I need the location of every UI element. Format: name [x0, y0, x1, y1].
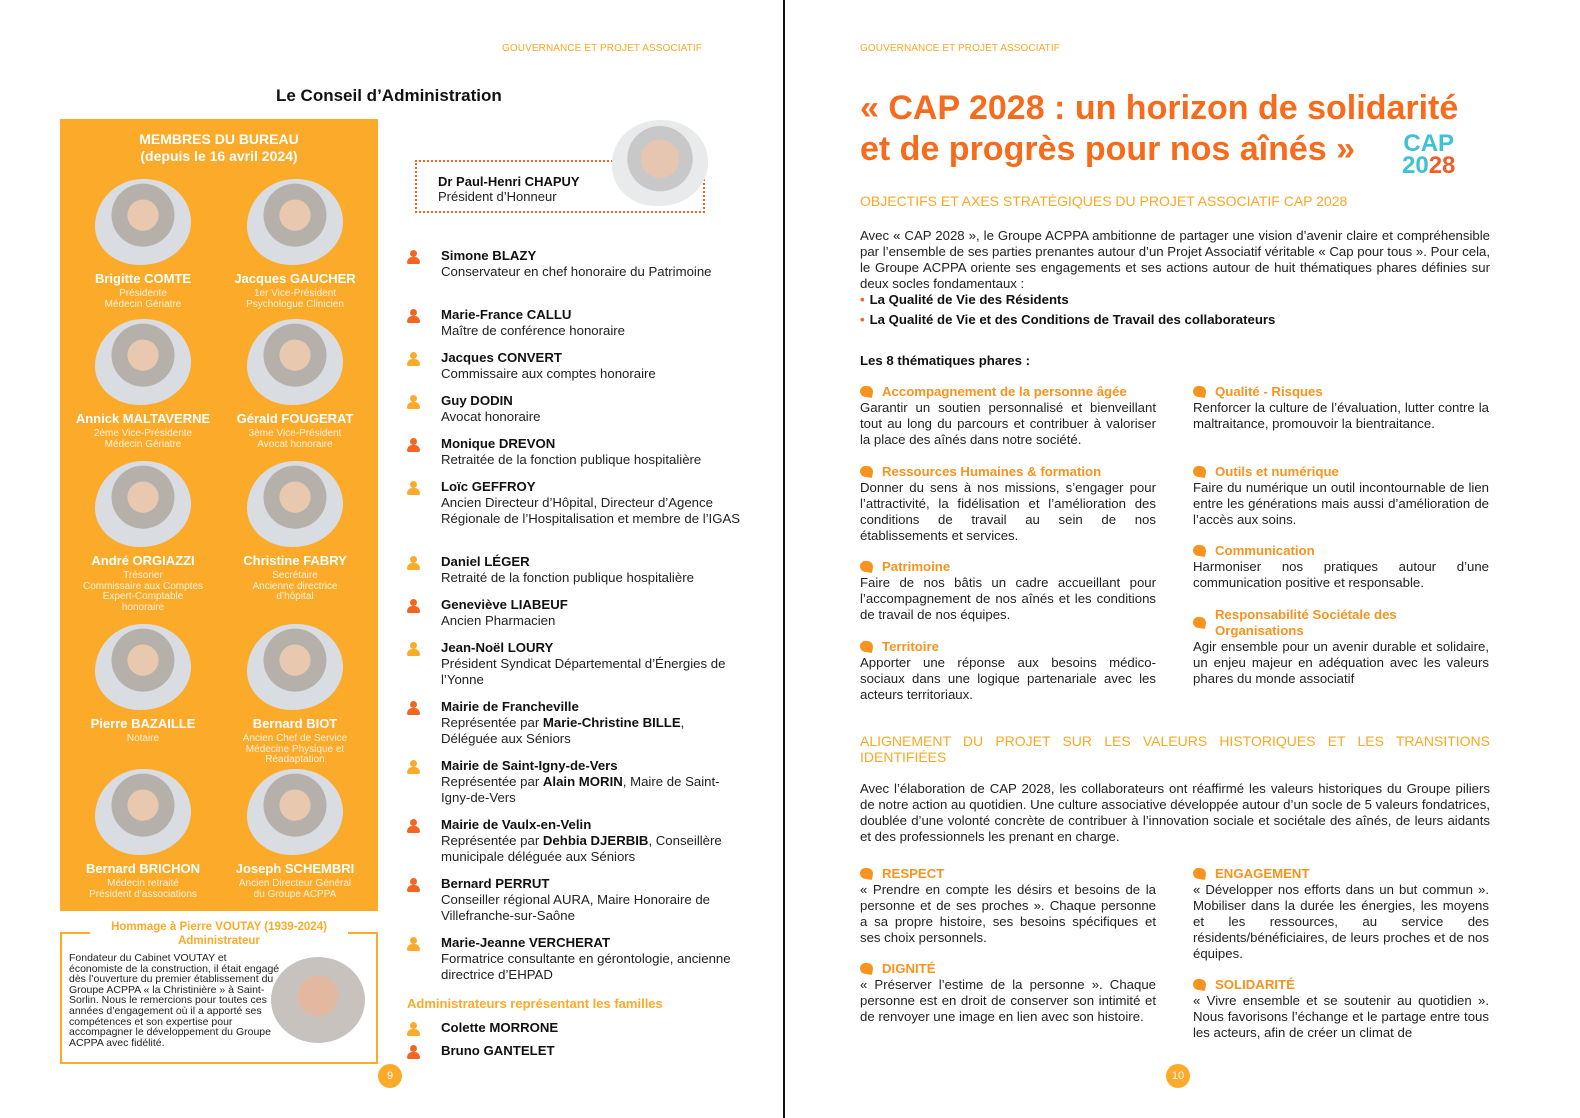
- member-role-line: Président d’associations: [89, 888, 197, 900]
- member-role-line: Psychologue Clinicien: [246, 298, 344, 310]
- member-name: Annick MALTAVERNE: [75, 411, 211, 426]
- desc-text: Représentée par: [441, 833, 543, 848]
- theme-text: Faire du numérique un outil incontournable de lien entre les générations mais aussi d’amélioration de l’accès aux soins.: [1193, 480, 1489, 527]
- president-photo: [612, 120, 708, 206]
- theme-text: Harmoniser nos pratiques autour d’une communication positive et responsable.: [1193, 559, 1489, 590]
- bureau-member: [67, 319, 219, 450]
- theme-title: Territoire: [882, 639, 939, 654]
- bureau-heading-text: MEMBRES DU BUREAU: [139, 131, 299, 147]
- intro-paragraph: Avec « CAP 2028 », le Groupe ACPPA ambitionne de partager une vision d’avenir claire et compréhensible par l’ensemble de ses parties prenantes autour d’un Projet Associatif véritable « Cap pour tous ». Pour cela, le Groupe ACPPA oriente ses engagements et ses actions autour de huit thématiques phares définies sur deux socles fondamentaux :: [860, 228, 1490, 291]
- section-subtitle: OBJECTIFS ET AXES STRATÉGIQUES DU PROJET ASSOCIATIF CAP 2028: [860, 193, 1348, 209]
- hommage-title-text: Hommage à Pierre VOUTAY (1939-2024): [105, 921, 333, 933]
- member-name: Bernard BRICHON: [85, 861, 201, 876]
- member-photo: [95, 624, 191, 710]
- administrator-item: [407, 699, 747, 747]
- person-icon: [407, 309, 419, 323]
- member-role-line: Médecin Gériatre: [104, 298, 182, 310]
- theme-item: [1193, 464, 1489, 528]
- member-role-line: Médecin retraité: [107, 878, 179, 889]
- heart-icon: [1193, 466, 1206, 478]
- value-item: [860, 961, 1156, 1025]
- heart-icon: [1193, 868, 1206, 880]
- administrator-item: [407, 935, 747, 983]
- member-role: [67, 734, 219, 745]
- voutay-photo: [271, 957, 365, 1043]
- theme-title: Qualité - Risques: [1215, 384, 1323, 399]
- theme-title: Accompagnement de la personne âgée: [882, 384, 1127, 399]
- families-heading: Administrateurs représentant les familles: [407, 996, 663, 1011]
- representative-name: Marie-Christine BILLE: [542, 715, 681, 730]
- person-icon: [407, 352, 419, 366]
- heart-icon: [1193, 386, 1206, 398]
- logo-bottom-b: 28: [1428, 152, 1456, 179]
- theme-text: Apporter une réponse aux besoins médico-sociaux dans une logique partenariale avec les acteurs territoriaux.: [860, 655, 1156, 702]
- administrator-name: Loïc GEFFROY: [441, 479, 536, 494]
- administrator-item: [407, 479, 747, 527]
- person-icon: [407, 1045, 419, 1059]
- administrator-desc: Ancien Directeur d’Hôpital, Directeur d’Agence Régionale de l’Hospitalisation et membre de l’IGAS: [441, 495, 741, 526]
- member-role-line: Présidente: [119, 288, 167, 299]
- administrator-desc: Retraité de la fonction publique hospitalière: [441, 570, 694, 585]
- administrator-item: [407, 248, 747, 280]
- family-administrator: [407, 1020, 747, 1036]
- member-role-line: Notaire: [126, 733, 160, 744]
- value-text: « Préserver l’estime de la personne ». Chaque personne est en droit de conserver son intimité et de renvoyer une image en lien avec son histoire.: [860, 977, 1156, 1024]
- member-role: [67, 879, 219, 900]
- theme-item: [860, 559, 1156, 623]
- value-text: « Vivre ensemble et se soutenir au quotidien ». Nous favorisons l’échange et le partage entre tous les acteurs, afin de créer un climat de: [1193, 993, 1489, 1040]
- bureau-member: [219, 319, 371, 450]
- member-role-line: Ancienne directrice: [252, 580, 338, 592]
- member-role: [67, 571, 219, 613]
- administrator-name: Jean-Noël LOURY: [441, 640, 554, 655]
- person-icon: [407, 878, 419, 892]
- theme-item: [1193, 384, 1489, 432]
- member-photo: [247, 179, 343, 265]
- person-icon: [407, 599, 419, 613]
- member-role: [67, 289, 219, 310]
- member-photo: [247, 461, 343, 547]
- person-icon: [407, 642, 419, 656]
- member-photo: [247, 319, 343, 405]
- person-icon: [407, 760, 419, 774]
- heart-icon: [1193, 979, 1206, 991]
- person-icon: [407, 481, 419, 495]
- bullet-item: • La Qualité de Vie des Résidents: [860, 292, 1069, 307]
- administrator-item: [407, 554, 747, 586]
- member-role-line: Ancien Directeur Général: [238, 878, 352, 889]
- administrator-item: [407, 640, 747, 688]
- administrator-name: Monique DREVON: [441, 436, 556, 451]
- person-icon: [407, 701, 419, 715]
- page-title: Le Conseil d’Administration: [276, 86, 502, 105]
- theme-text: Donner du sens à nos missions, s’engager pour l’attractivité, la fidélisation et l’amélioration des conditions de travail au sein de nos établissements et services.: [860, 480, 1156, 543]
- administrator-name: Marie-France CALLU: [441, 307, 572, 322]
- alignment-heading: ALIGNEMENT DU PROJET SUR LES VALEURS HISTORIQUES ET LES TRANSITIONS IDENTIFIÉES: [860, 733, 1490, 765]
- member-photo: [95, 319, 191, 405]
- administrator-desc: Président Syndicat Départemental d’Énergies de l’Yonne: [441, 656, 726, 687]
- theme-text: Renforcer la culture de l’évaluation, lutter contre la maltraitance, promouvoir la bientraitance.: [1193, 400, 1489, 431]
- administrator-desc: [441, 774, 741, 806]
- theme-title: Communication: [1215, 543, 1315, 558]
- member-photo: [95, 461, 191, 547]
- administrator-name: Bruno GANTELET: [441, 1043, 555, 1058]
- hommage-text: Fondateur du Cabinet VOUTAY et économiste de la construction, il était engagé dès l’ouverture du premier établissement du Groupe ACPPA « la Christinière » à Saint-Sorlin. Nous le remercions pour toutes ces années d’engagement où il a apporté ses compétences et son expertise pour accompagner le développement du Groupe ACPPA avec fidélité.: [69, 952, 280, 1049]
- value-title: SOLIDARITÉ: [1215, 977, 1295, 992]
- person-icon: [407, 250, 419, 264]
- hommage-title: [60, 920, 378, 948]
- administrator-name: Jacques CONVERT: [441, 350, 562, 365]
- administrator-name: Mairie de Saint-Igny-de-Vers: [441, 758, 618, 773]
- member-name: Brigitte COMTE: [94, 271, 192, 286]
- bureau-subheading: (depuis le 16 avril 2024): [140, 148, 298, 164]
- theme-title: Patrimoine: [882, 559, 951, 574]
- president-name: Dr Paul-Henri CHAPUY: [438, 174, 580, 189]
- bureau-member: [67, 769, 219, 900]
- member-role: [219, 879, 371, 900]
- administrator-item: [407, 307, 747, 339]
- administrator-desc: Ancien Pharmacien: [441, 613, 556, 628]
- member-name: Jacques GAUCHER: [234, 271, 356, 286]
- theme-text: Faire de nos bâtis un cadre accueillant pour l’accompagnement de nos aînés et les conditions de travail de nos équipes.: [860, 575, 1156, 622]
- theme-item: [860, 384, 1156, 448]
- bureau-member: [219, 461, 371, 603]
- bureau-panel: [60, 119, 378, 911]
- alignment-paragraph: Avec l’élaboration de CAP 2028, les collaborateurs ont réaffirmé les valeurs historiques du Groupe piliers de notre action au quotidien. Une culture associative développée autour d’un socle de 5 valeurs fondatrices, doublée d’une volonté concrète de contribuer à l’innovation sociale et sociétale des aînés, de leurs aidants et des professionnels les prenant en charge.: [860, 781, 1490, 844]
- administrator-desc: Conservateur en chef honoraire du Patrimoine: [441, 264, 712, 279]
- administrator-name: Mairie de Francheville: [441, 699, 579, 714]
- administrator-item: [407, 350, 747, 382]
- value-item: [1193, 977, 1489, 1041]
- value-item: [1193, 866, 1489, 962]
- representative-name: Alain MORIN: [542, 774, 623, 789]
- member-role: [219, 734, 371, 766]
- member-role: [219, 429, 371, 450]
- bureau-member: [67, 179, 219, 310]
- member-photo: [95, 179, 191, 265]
- member-role-line: Secrétaire: [272, 570, 318, 581]
- theme-title: Ressources Humaines & formation: [882, 464, 1102, 479]
- administrator-item: [407, 436, 747, 468]
- administrator-name: Geneviève LIABEUF: [441, 597, 568, 612]
- administrator-desc: Formatrice consultante en gérontologie, ancienne directrice d’EHPAD: [441, 951, 731, 982]
- member-name: Bernard BIOT: [252, 716, 338, 731]
- member-photo: [95, 769, 191, 855]
- administrator-item: [407, 597, 747, 629]
- member-name: André ORGIAZZI: [91, 553, 195, 568]
- member-name: Joseph SCHEMBRI: [235, 861, 355, 876]
- member-role: [67, 429, 219, 450]
- administrator-desc: [441, 715, 741, 747]
- bullet-item: • La Qualité de Vie et des Conditions de Travail des collaborateurs: [860, 312, 1275, 327]
- theme-item: [1193, 607, 1489, 687]
- family-administrator: [407, 1043, 747, 1059]
- member-photo: [247, 624, 343, 710]
- theme-text: Garantir un soutien personnalisé et bienveillant tout au long du parcours et contribuer à valoriser la place des aînés dans notre société.: [860, 400, 1156, 447]
- bureau-member: [67, 461, 219, 613]
- member-photo: [247, 769, 343, 855]
- running-header: GOUVERNANCE ET PROJET ASSOCIATIF: [860, 43, 1060, 54]
- administrator-name: Daniel LÉGER: [441, 554, 530, 569]
- person-icon: [407, 1022, 419, 1036]
- page-number: 10: [1166, 1064, 1190, 1088]
- hommage-subtitle: Administrateur: [172, 935, 266, 947]
- person-icon: [407, 819, 419, 833]
- administrator-item: [407, 758, 747, 806]
- main-title-line2: et de progrès pour nos aînés »: [860, 130, 1356, 168]
- person-icon: [407, 937, 419, 951]
- member-role-line: du Groupe ACPPA: [253, 888, 337, 900]
- cap-2028-logo: [1402, 130, 1456, 179]
- administrator-desc: Commissaire aux comptes honoraire: [441, 366, 656, 381]
- administrator-name: Simone BLAZY: [441, 248, 537, 263]
- theme-item: [860, 464, 1156, 544]
- main-title-line1: « CAP 2028 : un horizon de solidarité: [860, 89, 1459, 127]
- administrator-desc: Avocat honoraire: [441, 409, 541, 424]
- member-role-line: Trésorier: [123, 570, 163, 581]
- desc-text: Représentée par: [441, 774, 543, 789]
- administrator-name: Bernard PERRUT: [441, 876, 550, 891]
- value-title: RESPECT: [882, 866, 945, 881]
- bureau-member: [219, 769, 371, 900]
- theme-item: [1193, 543, 1489, 591]
- person-icon: [407, 556, 419, 570]
- member-role-line: Avocat honoraire: [257, 438, 333, 450]
- member-role-line: 1er Vice-Président: [253, 288, 337, 299]
- desc-text: , Maire de Saint-Igny-de-Vers: [441, 774, 720, 805]
- member-role-line: honoraire: [121, 601, 165, 613]
- desc-text: , Déléguée aux Séniors: [441, 715, 685, 746]
- member-role-line: 2ème Vice-Présidente: [93, 428, 193, 439]
- page-number: 9: [378, 1064, 402, 1088]
- administrator-name: Guy DODIN: [441, 393, 513, 408]
- representative-name: Dehbia DJERBIB: [542, 833, 649, 848]
- member-name: Pierre BAZAILLE: [90, 716, 196, 731]
- theme-title: Responsabilité Sociétale des Organisations: [1215, 607, 1397, 638]
- member-role-line: Commissaire aux Comptes: [82, 580, 204, 592]
- heart-icon: [860, 561, 873, 573]
- member-role-line: Médecin Gériatre: [104, 438, 182, 450]
- value-title: ENGAGEMENT: [1215, 866, 1310, 881]
- administrator-item: [407, 817, 747, 865]
- heart-icon: [860, 466, 873, 478]
- themes-heading: Les 8 thématiques phares :: [860, 353, 1031, 368]
- theme-title: Outils et numérique: [1215, 464, 1339, 479]
- page-divider: [783, 0, 785, 1118]
- member-name: Christine FABRY: [243, 553, 347, 568]
- administrator-desc: Retraitée de la fonction publique hospitalière: [441, 452, 702, 467]
- theme-item: [860, 639, 1156, 703]
- desc-text: Représentée par: [441, 715, 543, 730]
- member-role-line: Expert-Comptable: [102, 591, 184, 602]
- administrator-item: [407, 393, 747, 425]
- president-role: Président d’Honneur: [438, 189, 557, 204]
- value-text: « Développer nos efforts dans un but commun ». Mobiliser dans la durée les énergies, les moyens et les ressources, au service des résidents/bénéficiaires, de leurs proches et de nos équipes.: [1193, 882, 1489, 961]
- heart-icon: [860, 386, 873, 398]
- administrator-desc: Conseiller régional AURA, Maire Honoraire de Villefranche-sur-Saône: [441, 892, 711, 923]
- administrator-item: [407, 876, 747, 924]
- theme-text: Agir ensemble pour un avenir durable et solidaire, un enjeu majeur en adéquation avec les valeurs phares du monde associatif: [1193, 639, 1489, 686]
- member-role-line: 3ème Vice-Président: [248, 428, 342, 439]
- member-role: [219, 571, 371, 603]
- person-icon: [407, 395, 419, 409]
- member-role-line: Ancien Chef de Service: [242, 733, 348, 744]
- bureau-member: [219, 179, 371, 310]
- member-role-line: Médecine Physique et: [245, 743, 345, 755]
- heart-icon: [1193, 545, 1206, 557]
- administrator-desc: [441, 833, 741, 865]
- member-role: [219, 289, 371, 310]
- heart-icon: [1193, 617, 1206, 629]
- heart-icon: [860, 868, 873, 880]
- member-role-line: d’hôpital: [276, 591, 314, 602]
- value-text: « Prendre en compte les désirs et besoins de la personne et de ses proches ». Chaque personne a sa propre histoire, ses besoins spécifiques et ses choix personnels.: [860, 882, 1156, 945]
- logo-bottom-a: 20: [1402, 152, 1429, 179]
- heart-icon: [860, 963, 873, 975]
- value-item: [860, 866, 1156, 946]
- bureau-member: [67, 624, 219, 745]
- administrator-name: Mairie de Vaulx-en-Velin: [441, 817, 592, 832]
- bureau-heading: [60, 131, 378, 165]
- desc-text: , Conseillère municipale déléguée aux Séniors: [441, 833, 722, 864]
- heart-icon: [860, 641, 873, 653]
- administrator-desc: Maître de conférence honoraire: [441, 323, 626, 338]
- member-name: Gérald FOUGERAT: [236, 411, 354, 426]
- value-title: DIGNITÉ: [882, 961, 936, 976]
- running-header: GOUVERNANCE ET PROJET ASSOCIATIF: [502, 43, 702, 54]
- person-icon: [407, 438, 419, 452]
- administrator-name: Colette MORRONE: [441, 1020, 559, 1035]
- logo-top: CAP: [1403, 130, 1455, 157]
- member-role-line: Réadaptation: [265, 754, 325, 765]
- administrator-name: Marie-Jeanne VERCHERAT: [441, 935, 611, 950]
- bureau-member: [219, 624, 371, 766]
